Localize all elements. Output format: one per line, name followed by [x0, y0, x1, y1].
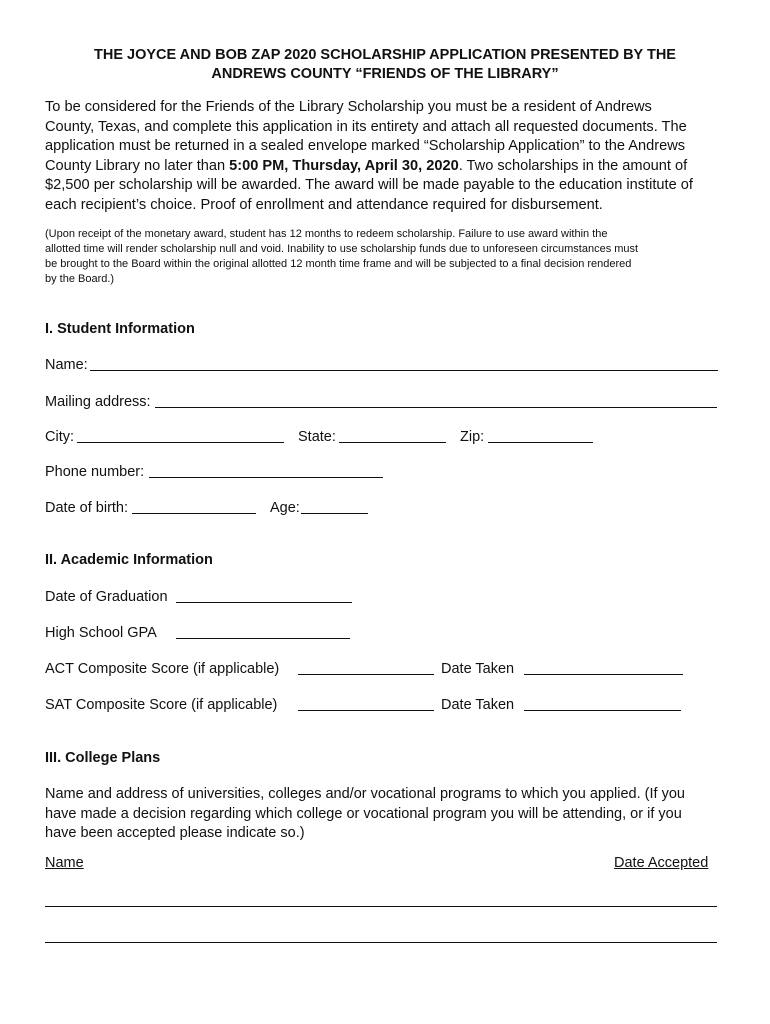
- name-row: [45, 355, 725, 375]
- redemption-note: [45, 227, 735, 287]
- student-info-heading: I. Student Information: [45, 321, 195, 337]
- intro-text: County Library no later than: [45, 157, 230, 174]
- phone-row: [45, 462, 725, 482]
- name-label: Name:: [45, 357, 88, 373]
- college-entry-line[interactable]: [45, 942, 717, 943]
- gpa-field[interactable]: [176, 623, 350, 639]
- intro-line: County, Texas, and complete this application in its entirety and attach all requested documents. The: [45, 118, 687, 135]
- state-label: State:: [298, 429, 336, 445]
- document-title: [40, 46, 730, 84]
- sat-date-taken-label: Date Taken: [441, 697, 515, 713]
- intro-text: . Two scholarships in the amount of: [458, 157, 688, 174]
- city-label: City:: [45, 429, 74, 445]
- state-field[interactable]: [339, 427, 446, 443]
- college-entry-line[interactable]: [45, 906, 717, 907]
- phone-field[interactable]: [149, 462, 383, 478]
- intro-line: application must be returned in a sealed envelope marked “Scholarship Application” to the Andrews: [45, 138, 686, 154]
- name-column-header: Name: [45, 855, 84, 871]
- sat-score-field[interactable]: [298, 695, 434, 711]
- note-line: be brought to the Board within the original allotted 12 month time frame and will be subjected to a final decision rendered: [45, 258, 632, 270]
- dob-label: Date of birth:: [45, 500, 129, 516]
- act-label: ACT Composite Score (if applicable): [45, 661, 280, 677]
- sat-row: [45, 695, 725, 715]
- gpa-row: [45, 623, 725, 643]
- note-line: allotted time will render scholarship null and void. Inability to use scholarship funds due to unforeseen circumstances must: [45, 243, 639, 255]
- age-label: Age:: [270, 500, 300, 516]
- instruction-line: have been accepted please indicate so.): [45, 825, 305, 841]
- deadline-text: 5:00 PM, Thursday, April 30, 2020: [229, 157, 459, 174]
- age-field[interactable]: [301, 498, 368, 514]
- gpa-label: High School GPA: [45, 625, 157, 641]
- act-date-taken-label: Date Taken: [441, 661, 515, 677]
- college-plans-instructions: [45, 785, 735, 844]
- act-row: [45, 659, 725, 679]
- mailing-address-field[interactable]: [155, 392, 717, 408]
- zip-field[interactable]: [488, 427, 593, 443]
- act-score-field[interactable]: [298, 659, 434, 675]
- intro-line: To be considered for the Friends of the Library Scholarship you must be a resident of Andrews: [45, 99, 652, 115]
- intro-line: $2,500 per scholarship will be awarded. The award will be made payable to the education institute of: [45, 177, 693, 193]
- title-line-1: THE JOYCE AND BOB ZAP 2020 SCHOLARSHIP APPLICATION PRESENTED BY THE: [94, 47, 676, 63]
- title-line-2: ANDREWS COUNTY “FRIENDS OF THE LIBRARY”: [211, 66, 559, 82]
- intro-line: each recipient’s choice. Proof of enrollment and attendance required for disbursement.: [45, 196, 603, 213]
- mailing-label: Mailing address:: [45, 394, 151, 410]
- sat-date-taken-field[interactable]: [524, 695, 681, 711]
- graduation-date-field[interactable]: [176, 587, 352, 603]
- graduation-label: Date of Graduation: [45, 589, 168, 605]
- mailing-row: [45, 392, 725, 412]
- date-accepted-column-header: Date Accepted: [614, 855, 709, 871]
- dob-age-row: [45, 498, 725, 518]
- instruction-line: Name and address of universities, colleges and/or vocational programs to which you applied. (If you: [45, 786, 685, 802]
- sat-label: SAT Composite Score (if applicable): [45, 697, 278, 713]
- dob-field[interactable]: [132, 498, 256, 514]
- graduation-row: [45, 587, 725, 607]
- intro-line: [45, 157, 735, 177]
- college-plans-heading: III. College Plans: [45, 750, 161, 766]
- name-field[interactable]: [90, 355, 718, 371]
- note-line: by the Board.): [45, 273, 115, 285]
- zip-label: Zip:: [460, 429, 485, 445]
- intro-paragraph: [45, 98, 735, 215]
- act-date-taken-field[interactable]: [524, 659, 683, 675]
- phone-label: Phone number:: [45, 464, 145, 480]
- city-state-zip-row: [45, 427, 725, 447]
- instruction-line: have made a decision regarding which college or vocational program you will be attending, or if you: [45, 805, 682, 822]
- academic-info-heading: II. Academic Information: [45, 552, 213, 568]
- note-line: (Upon receipt of the monetary award, student has 12 months to redeem scholarship. Failure to use award within the: [45, 228, 608, 240]
- city-field[interactable]: [77, 427, 284, 443]
